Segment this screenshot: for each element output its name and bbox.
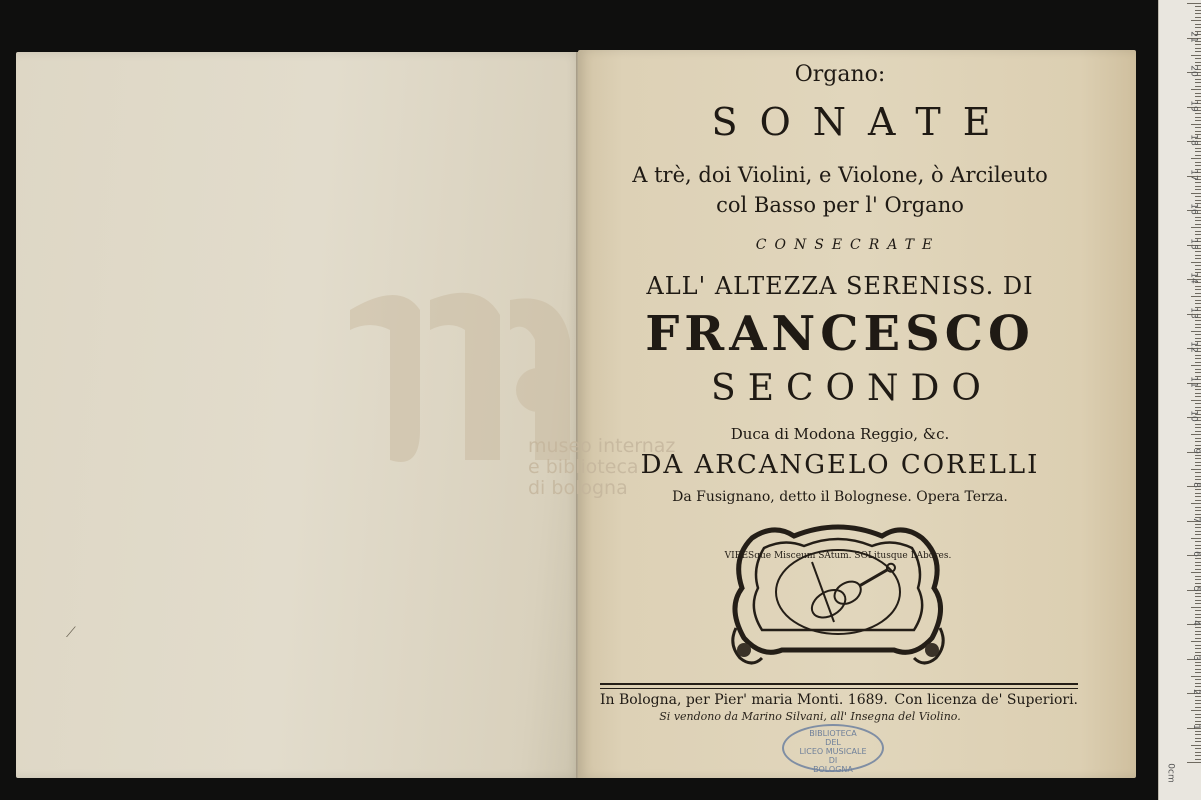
- ruler-tick: [1195, 427, 1201, 428]
- ruler-tick: [1195, 562, 1201, 563]
- ruler-tick: [1195, 96, 1201, 97]
- ruler-tick: [1191, 55, 1201, 56]
- ruler-tick: [1191, 469, 1201, 470]
- ruler-tick: [1195, 686, 1201, 687]
- ruler-tick: [1195, 696, 1201, 697]
- ruler-tick: [1195, 79, 1201, 80]
- ruler-tick: [1195, 320, 1201, 321]
- ruler-tick: [1195, 703, 1201, 704]
- ruler-tick: [1195, 403, 1201, 404]
- ruler-tick: [1195, 269, 1201, 270]
- imprint-right: Con licenza de' Superiori.: [894, 692, 1078, 708]
- ruler-tick: [1195, 545, 1201, 546]
- ruler-tick: [1195, 579, 1201, 580]
- library-stamp: [782, 724, 884, 772]
- ruler-tick: [1195, 627, 1201, 628]
- ruler-number: 19: [1188, 99, 1199, 112]
- ruler-tick: [1195, 672, 1201, 673]
- ruler-tick: [1195, 514, 1201, 515]
- ruler-tick: [1195, 393, 1201, 394]
- ruler-tick: [1195, 82, 1201, 83]
- ruler-number: 17: [1188, 168, 1199, 181]
- ruler-tick: [1195, 389, 1201, 390]
- ruler-tick: [1191, 400, 1201, 401]
- ruler-tick: [1195, 120, 1201, 121]
- author-line: DA ARCANGELO CORELLI: [640, 450, 1040, 480]
- ruler-tick: [1195, 396, 1201, 397]
- ruler-tick: [1195, 200, 1201, 201]
- ruler-tick: [1191, 296, 1201, 297]
- ruler-tick: [1195, 231, 1201, 232]
- ruler-tick: [1195, 424, 1201, 425]
- ruler-tick: [1195, 738, 1201, 739]
- ruler-tick: [1195, 131, 1201, 132]
- ruler-tick: [1195, 355, 1201, 356]
- ruler-number: 11: [1188, 375, 1199, 388]
- ruler-tick: [1195, 117, 1201, 118]
- ruler-number: 14: [1188, 272, 1199, 284]
- ruler-tick: [1195, 496, 1201, 497]
- watermark-line-1: museo internaz: [528, 435, 676, 457]
- organo-heading: Organo:: [794, 62, 886, 87]
- ruler-tick: [1195, 189, 1201, 190]
- ruler-tick: [1195, 500, 1201, 501]
- secondo-name: SECONDO: [711, 368, 993, 409]
- ruler-tick: [1195, 27, 1201, 28]
- ruler-tick: [1191, 503, 1201, 504]
- ruler-tick: [1195, 93, 1201, 94]
- ruler-tick: [1195, 286, 1201, 287]
- ruler-tick: [1195, 489, 1201, 490]
- ruler-tick: [1191, 572, 1201, 573]
- ruler-tick: [1195, 662, 1201, 663]
- ruler-tick: [1195, 700, 1201, 701]
- ruler-number: 4: [1191, 620, 1201, 626]
- ruler-tick: [1191, 193, 1201, 194]
- ruler-tick: [1195, 610, 1201, 611]
- ruler-tick: [1195, 721, 1201, 722]
- ruler-tick: [1195, 576, 1201, 577]
- watermark-line-3: di bologna: [528, 477, 628, 499]
- ruler-tick: [1195, 531, 1201, 532]
- ruler-tick: [1195, 527, 1201, 528]
- ruler-tick: [1187, 3, 1201, 4]
- ruler-tick: [1195, 445, 1201, 446]
- ruler-tick: [1195, 603, 1201, 604]
- ruler-tick: [1191, 676, 1201, 677]
- ruler-tick: [1195, 441, 1201, 442]
- ruler-tick: [1195, 303, 1201, 304]
- ruler-tick: [1195, 717, 1201, 718]
- ruler-tick: [1195, 507, 1201, 508]
- ruler-tick: [1195, 524, 1201, 525]
- ruler-tick: [1195, 714, 1201, 715]
- ruler-tick: [1195, 600, 1201, 601]
- ruler-tick: [1195, 614, 1201, 615]
- ruler-tick: [1195, 759, 1201, 760]
- ruler-tick: [1195, 165, 1201, 166]
- stamp-line-3: LICEO MUSICALE: [799, 747, 867, 756]
- imprint-left: In Bologna, per Pier' maria Monti. 1689.: [600, 692, 888, 708]
- ruler-tick: [1195, 438, 1201, 439]
- ruler-tick: [1195, 220, 1201, 221]
- ruler-tick: [1195, 465, 1201, 466]
- ruler-tick: [1195, 565, 1201, 566]
- ruler-tick: [1195, 548, 1201, 549]
- ruler-tick: [1191, 262, 1201, 263]
- ruler-tick: [1195, 569, 1201, 570]
- ruler-tick: [1195, 10, 1201, 11]
- ruler-tick: [1195, 338, 1201, 339]
- ruler-tick: [1187, 762, 1201, 763]
- ruler-tick: [1191, 227, 1201, 228]
- ruler-tick: [1195, 458, 1201, 459]
- ruler-unit: 0cm: [1165, 763, 1176, 783]
- ruler-tick: [1195, 707, 1201, 708]
- ruler-tick: [1195, 217, 1201, 218]
- ruler-number: 15: [1188, 237, 1199, 250]
- ruler-tick: [1195, 148, 1201, 149]
- ruler-tick: [1195, 6, 1201, 7]
- ruler-tick: [1195, 62, 1201, 63]
- ruler-tick: [1195, 752, 1201, 753]
- subtitle-line-2: col Basso per l' Organo: [716, 193, 964, 217]
- stamp-line-1: BIBLIOTECA: [809, 729, 857, 738]
- ruler-number: 3: [1191, 654, 1201, 661]
- ruler-tick: [1191, 607, 1201, 608]
- imprint-line: [600, 692, 1078, 708]
- ruler-tick: [1195, 734, 1201, 735]
- imprint-rule-top: [600, 683, 1078, 685]
- ruler-tick: [1191, 434, 1201, 435]
- ruler-number: 20: [1188, 65, 1199, 77]
- ruler-number: 18: [1188, 134, 1199, 146]
- ruler-tick: [1195, 186, 1201, 187]
- ruler-tick: [1195, 476, 1201, 477]
- ruler-tick: [1195, 234, 1201, 235]
- measuring-ruler: [1158, 0, 1201, 800]
- vendono-line: Si vendono da Marino Silvani, all' Insegna del Violino.: [659, 710, 961, 723]
- ruler-tick: [1195, 265, 1201, 266]
- ruler-tick: [1195, 358, 1201, 359]
- ruler-number: 5: [1191, 585, 1201, 592]
- ruler-tick: [1195, 669, 1201, 670]
- ruler-tick: [1195, 289, 1201, 290]
- ruler-tick: [1195, 13, 1201, 14]
- ruler-tick: [1195, 51, 1201, 52]
- ruler-tick: [1195, 617, 1201, 618]
- ruler-tick: [1195, 652, 1201, 653]
- ruler-tick: [1191, 641, 1201, 642]
- ruler-tick: [1195, 224, 1201, 225]
- ruler-tick: [1195, 372, 1201, 373]
- ruler-tick: [1195, 638, 1201, 639]
- ruler-number: 8: [1191, 482, 1201, 488]
- ruler-tick: [1195, 258, 1201, 259]
- emblem-motto: VIRESque Misceum SAtum. SOLitusque LAbores.: [724, 551, 952, 561]
- ruler-tick: [1195, 493, 1201, 494]
- ruler-tick: [1191, 710, 1201, 711]
- ruler-tick: [1195, 127, 1201, 128]
- ruler-tick: [1195, 593, 1201, 594]
- ruler-tick: [1195, 455, 1201, 456]
- stamp-line-5: BOLOGNA: [813, 765, 853, 774]
- ruler-number: 7: [1191, 516, 1201, 523]
- ruler-tick: [1195, 731, 1201, 732]
- ruler-tick: [1195, 196, 1201, 197]
- ruler-number: 9: [1191, 447, 1201, 454]
- ruler-tick: [1195, 86, 1201, 87]
- ruler-tick: [1195, 683, 1201, 684]
- ruler-tick: [1195, 534, 1201, 535]
- ruler-number: 12: [1188, 341, 1199, 353]
- ruler-tick: [1195, 369, 1201, 370]
- ruler-tick: [1191, 20, 1201, 21]
- sonate-title: SONATE: [711, 100, 1013, 144]
- ruler-tick: [1195, 431, 1201, 432]
- ruler-tick: [1195, 324, 1201, 325]
- ruler-tick: [1195, 162, 1201, 163]
- ruler-tick: [1195, 748, 1201, 749]
- ruler-tick: [1195, 755, 1201, 756]
- watermark-line-2: e biblioteca: [528, 456, 639, 478]
- ruler-tick: [1191, 89, 1201, 90]
- ruler-tick: [1195, 44, 1201, 45]
- ruler-tick: [1195, 479, 1201, 480]
- ruler-tick: [1195, 541, 1201, 542]
- ruler-tick: [1195, 407, 1201, 408]
- ruler-tick: [1195, 327, 1201, 328]
- ruler-tick: [1195, 558, 1201, 559]
- ruler-number: 10: [1188, 410, 1199, 422]
- ruler-tick: [1195, 251, 1201, 252]
- ruler-tick: [1195, 583, 1201, 584]
- fusignano-line: Da Fusignano, detto il Bolognese. Opera Terza.: [672, 489, 1008, 505]
- ruler-tick: [1191, 124, 1201, 125]
- stamp-line-4: DI: [828, 756, 838, 765]
- ruler-tick: [1195, 58, 1201, 59]
- ruler-tick: [1195, 334, 1201, 335]
- ruler-tick: [1195, 634, 1201, 635]
- ruler-tick: [1191, 331, 1201, 332]
- ruler-tick: [1195, 510, 1201, 511]
- pencil-mark: ⟋: [66, 625, 76, 641]
- ruler-tick: [1195, 113, 1201, 114]
- ruler-tick: [1195, 462, 1201, 463]
- ruler-tick: [1195, 362, 1201, 363]
- ruler-tick: [1195, 48, 1201, 49]
- ruler-number: 2: [1191, 689, 1201, 695]
- ruler-tick: [1195, 648, 1201, 649]
- subtitle-line-1: A trè, doi Violini, e Violone, ò Arcileuto: [632, 163, 1048, 187]
- stamp-line-2: DEL: [825, 738, 841, 747]
- ruler-tick: [1195, 679, 1201, 680]
- ruler-number: 16: [1188, 203, 1199, 215]
- ruler-tick: [1195, 151, 1201, 152]
- ruler-tick: [1195, 596, 1201, 597]
- ruler-tick: [1195, 24, 1201, 25]
- ruler-tick: [1191, 365, 1201, 366]
- ruler-tick: [1191, 538, 1201, 539]
- duca-line: Duca di Modona Reggio, &c.: [730, 425, 950, 443]
- ruler-tick: [1195, 300, 1201, 301]
- ruler-tick: [1195, 293, 1201, 294]
- ruler-tick: [1195, 255, 1201, 256]
- ruler-tick: [1191, 745, 1201, 746]
- ruler-number: 13: [1188, 306, 1199, 319]
- imprint-rule-bottom: [600, 688, 1078, 689]
- ruler-tick: [1195, 741, 1201, 742]
- ruler-number: 6: [1191, 551, 1201, 557]
- ruler-number: 21: [1188, 30, 1199, 43]
- francesco-name: FRANCESCO: [645, 306, 1035, 362]
- ruler-tick: [1191, 158, 1201, 159]
- printer-emblem-violin: [722, 518, 954, 672]
- ruler-tick: [1195, 182, 1201, 183]
- ruler-tick: [1195, 472, 1201, 473]
- ruler-tick: [1195, 17, 1201, 18]
- ruler-tick: [1195, 631, 1201, 632]
- ruler-tick: [1195, 665, 1201, 666]
- ruler-number: 1: [1191, 723, 1201, 730]
- ruler-tick: [1195, 645, 1201, 646]
- altezza-line: ALL' ALTEZZA SERENISS. DI: [646, 272, 1034, 300]
- ruler-tick: [1195, 155, 1201, 156]
- consecrate-line: CONSECRATE: [755, 237, 941, 253]
